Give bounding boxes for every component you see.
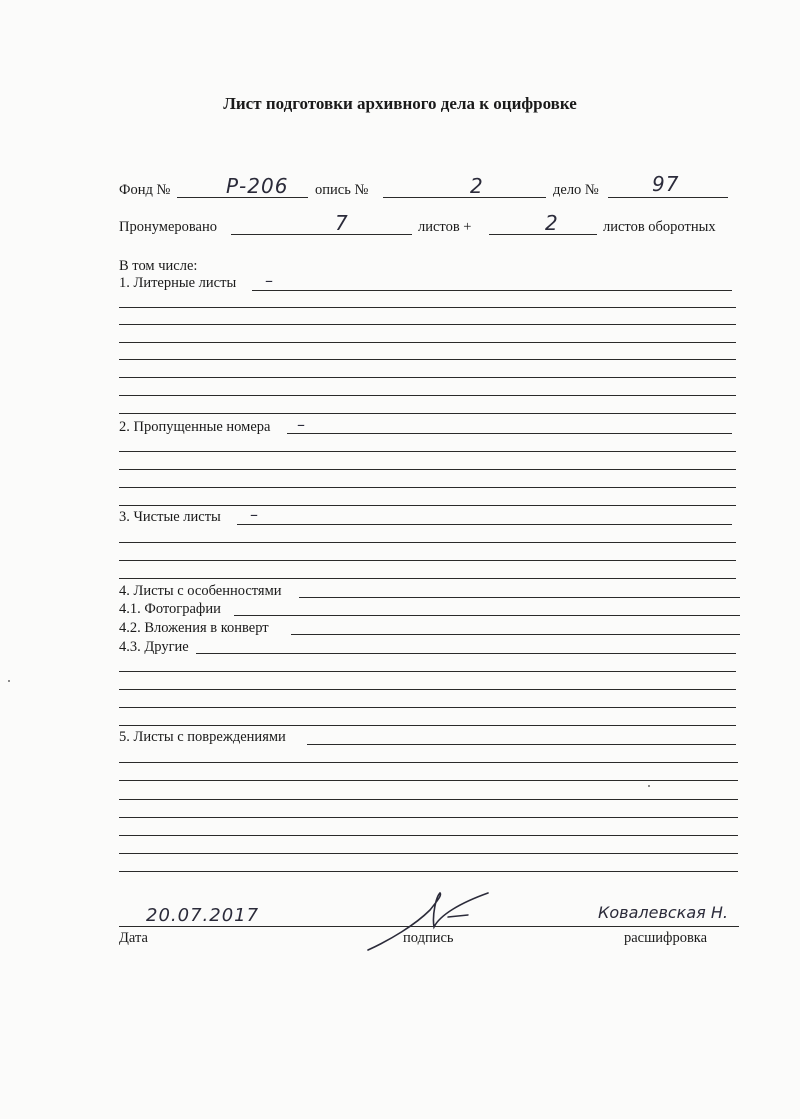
fond-label: Фонд №: [119, 182, 171, 198]
section-4-3-label: 4.3. Другие: [119, 639, 189, 655]
form-line: [119, 505, 736, 506]
decoding-label: расшифровка: [624, 930, 708, 946]
date-value: 20.07.2017: [146, 905, 260, 926]
form-line: [119, 487, 736, 488]
form-line: [119, 780, 738, 781]
including-label: В том числе:: [119, 258, 198, 274]
section-4-line: [299, 597, 740, 598]
form-line: [119, 871, 738, 872]
form-line: [119, 707, 736, 708]
form-line: [119, 395, 736, 396]
form-line: [119, 359, 736, 360]
numbered-sheets-line: [231, 234, 412, 235]
scan-speck: [8, 680, 10, 682]
section-4-1-label: 4.1. Фотографии: [119, 601, 221, 617]
form-line: [119, 799, 738, 800]
form-line: [119, 451, 736, 452]
opis-label: опись №: [315, 182, 369, 198]
scan-speck: [648, 785, 650, 787]
form-line: [119, 689, 736, 690]
numbered-sheets-label: листов +: [418, 219, 472, 235]
section-5-line: [307, 744, 736, 745]
section-5-label: 5. Листы с повреждениями: [119, 729, 286, 745]
numbered-reverse-line: [489, 234, 597, 235]
form-line: [119, 542, 736, 543]
section-4-2-line: [291, 634, 740, 635]
section-1-label: 1. Литерные листы: [119, 275, 237, 291]
form-line: [119, 671, 736, 672]
section-1-value: –: [265, 271, 274, 290]
section-4-1-line: [234, 615, 740, 616]
page-title: Лист подготовки архивного дела к оцифровке: [223, 94, 577, 113]
section-1-line: [252, 290, 732, 291]
section-3-line: [237, 524, 732, 525]
section-2-label: 2. Пропущенные номера: [119, 419, 271, 435]
delo-label: дело №: [553, 182, 599, 198]
opis-line: [383, 197, 546, 198]
form-line: [119, 762, 738, 763]
numbered-reverse-value: 2: [545, 211, 559, 235]
section-2-line: [287, 433, 732, 434]
form-line: [119, 307, 736, 308]
form-line: [119, 725, 736, 726]
form-line: [119, 377, 736, 378]
section-3-value: –: [250, 505, 259, 524]
delo-line: [608, 197, 728, 198]
form-line: [119, 853, 738, 854]
form-line: [119, 835, 738, 836]
section-4-2-label: 4.2. Вложения в конверт: [119, 620, 269, 636]
form-line: [119, 413, 736, 414]
signature-label: подпись: [403, 930, 454, 946]
date-label: Дата: [119, 930, 148, 946]
form-line: [119, 560, 736, 561]
form-line: [119, 578, 736, 579]
section-2-value: –: [297, 415, 306, 434]
form-line: [119, 817, 738, 818]
decoding-value: Ковалевская Н.: [598, 903, 728, 922]
section-4-label: 4. Листы с особенностями: [119, 583, 282, 599]
section-4-3-line: [196, 653, 736, 654]
form-line: [119, 469, 736, 470]
numbered-label: Пронумеровано: [119, 219, 218, 235]
form-line: [119, 324, 736, 325]
opis-value: 2: [470, 174, 484, 198]
delo-value: 97: [652, 172, 680, 196]
section-3-label: 3. Чистые листы: [119, 509, 221, 525]
numbered-reverse-label: листов оборотных: [603, 219, 716, 235]
form-line: [119, 342, 736, 343]
fond-value: Р-206: [226, 174, 289, 198]
numbered-sheets-value: 7: [335, 211, 349, 235]
